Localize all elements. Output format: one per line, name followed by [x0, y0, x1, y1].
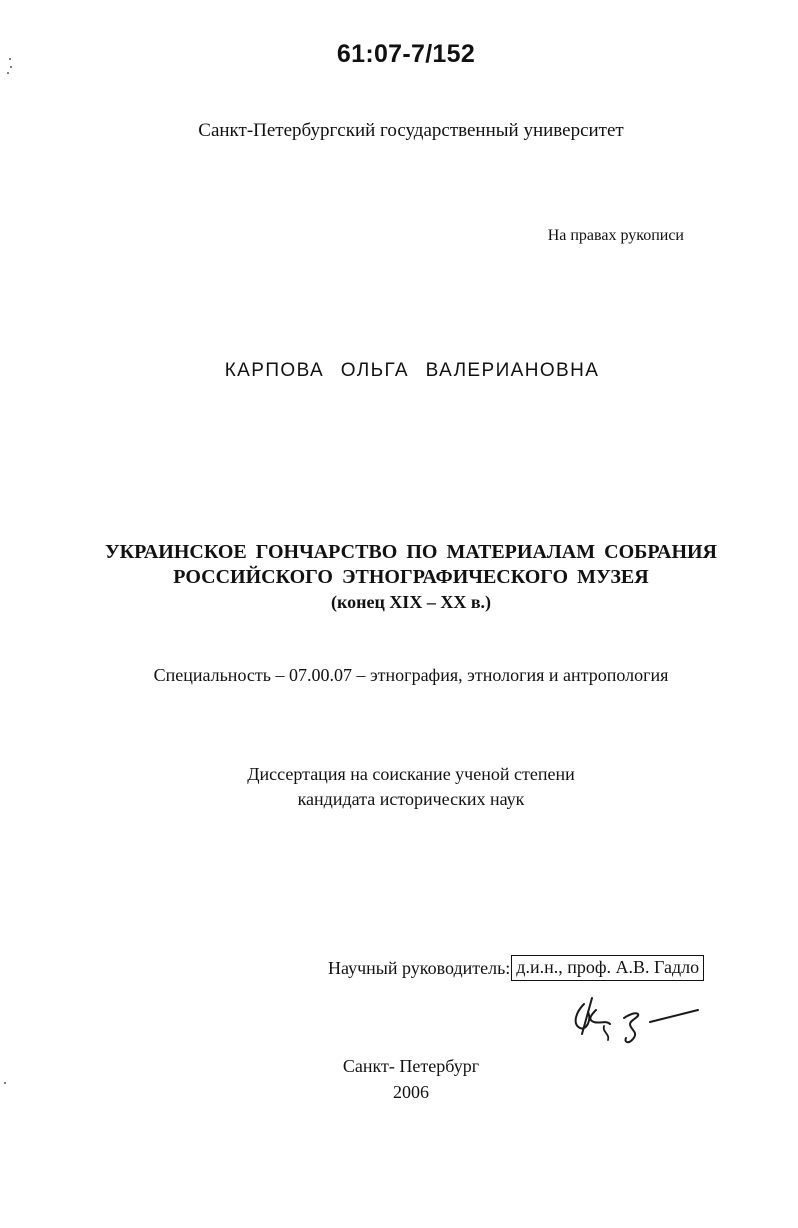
dissertation-title	[0, 540, 798, 615]
university-name: Санкт-Петербургский государственный университет	[198, 120, 624, 141]
degree-line-2: кандидата исторических наук	[297, 789, 525, 809]
supervisor-label: Научный руководитель:	[328, 957, 511, 978]
scan-speck	[9, 58, 11, 60]
degree-statement	[0, 762, 798, 812]
publication-year: 2006	[393, 1082, 429, 1102]
catalog-number: 61:07-7/152	[336, 40, 476, 68]
city-name: Санкт- Петербург	[342, 1056, 480, 1076]
supervisor-name-box: д.и.н., проф. А.В. Гадло	[511, 955, 704, 981]
title-period: (конец XIX – XX в.)	[330, 592, 492, 612]
scan-speck	[7, 72, 9, 74]
degree-line-1: Диссертация на соискание ученой степени	[247, 764, 575, 784]
specialty-line: Специальность – 07.00.07 – этнография, этнология и антропология	[153, 665, 669, 685]
scan-speck	[4, 1082, 6, 1084]
scan-speck	[10, 66, 12, 68]
publication-place	[0, 1053, 798, 1105]
title-line-1: УКРАИНСКОЕ ГОНЧАРСТВО ПО МАТЕРИАЛАМ СОБРАНИЯ	[104, 541, 717, 563]
rights-notice: На правах рукописи	[547, 227, 684, 244]
author-name: КАРПОВА ОЛЬГА ВАЛЕРИАНОВНА	[224, 360, 600, 381]
handwritten-signature	[566, 990, 706, 1046]
title-line-2: РОССИЙСКОГО ЭТНОГРАФИЧЕСКОГО МУЗЕЯ	[173, 566, 649, 588]
supervisor-block	[328, 955, 704, 981]
